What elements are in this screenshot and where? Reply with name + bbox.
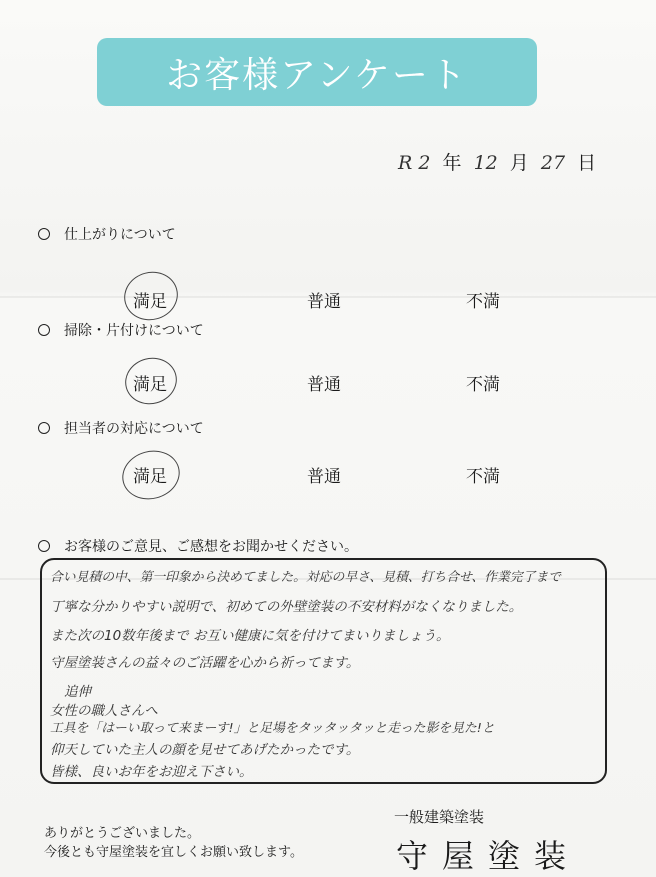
date-day-unit: 日 [577,152,597,174]
thanks-text: ありがとうございました。 [44,826,201,841]
option-unsatisfied[interactable]: 不満 [466,375,500,395]
circle-bullet-icon [38,540,50,552]
comment-line: 女性の職人さんへ [50,703,158,719]
comment-line: 守屋塗装さんの益々のご活躍を心から祈ってます。 [50,655,360,671]
option-normal[interactable]: 普通 [307,292,341,312]
question-finish [38,224,176,244]
date-year-unit: 年 [442,152,462,174]
option-unsatisfied[interactable]: 不満 [466,292,500,312]
question-label: 担当者の対応について [64,421,204,437]
question-label: 掃除・片付けについて [64,323,204,339]
question-cleanup [38,320,204,340]
question-staff [38,418,204,438]
circle-bullet-icon [38,324,50,336]
page-title: お客様アンケート [166,54,468,96]
company-type: 一般建築塗装 [394,808,485,826]
comment-prompt [38,536,358,556]
option-satisfied[interactable]: 満足 [133,292,167,312]
date-month-unit: 月 [509,152,529,174]
circle-bullet-icon [38,422,50,434]
comment-prompt-label: お客様のご意見、ご感想をお聞かせください。 [64,539,358,555]
comment-line: また次の10数年後まで お互い健康に気を付けてまいりましょう。 [50,628,450,644]
request-text: 今後とも守屋塗装を宜しくお願い致します。 [44,845,303,860]
comment-line: 皆様、良いお年をお迎え下さい。 [50,764,253,780]
question-label: 仕上がりについて [64,227,176,243]
comment-line: 合い見積の中、第一印象から決めてました。対応の早さ、見積、打ち合せ、作業完了まで [50,570,561,585]
company-name: 守屋塗装 [396,837,581,875]
comment-line: 工具を「はーい取って来まーす!」と足場をタッタッタッと走った影を見た!と [50,721,495,736]
option-normal[interactable]: 普通 [307,467,341,487]
date-month: 12 [473,152,498,174]
option-satisfied[interactable]: 満足 [133,375,167,395]
title-banner [97,38,537,106]
date-era: R [398,152,413,174]
option-satisfied[interactable]: 満足 [133,467,167,487]
option-normal[interactable]: 普通 [307,375,341,395]
date-year: 2 [418,152,431,174]
option-unsatisfied[interactable]: 不満 [466,467,500,487]
comment-line: 仰天していた主人の顔を見せてあげたかったです。 [50,742,360,758]
comment-line: 丁寧な分かりやすい説明で、初めての外壁塗装の不安材料がなくなりました。 [50,599,523,615]
date-field [398,148,602,175]
date-day: 27 [540,152,566,174]
comment-line: 追伸 [64,684,91,700]
circle-bullet-icon [38,228,50,240]
